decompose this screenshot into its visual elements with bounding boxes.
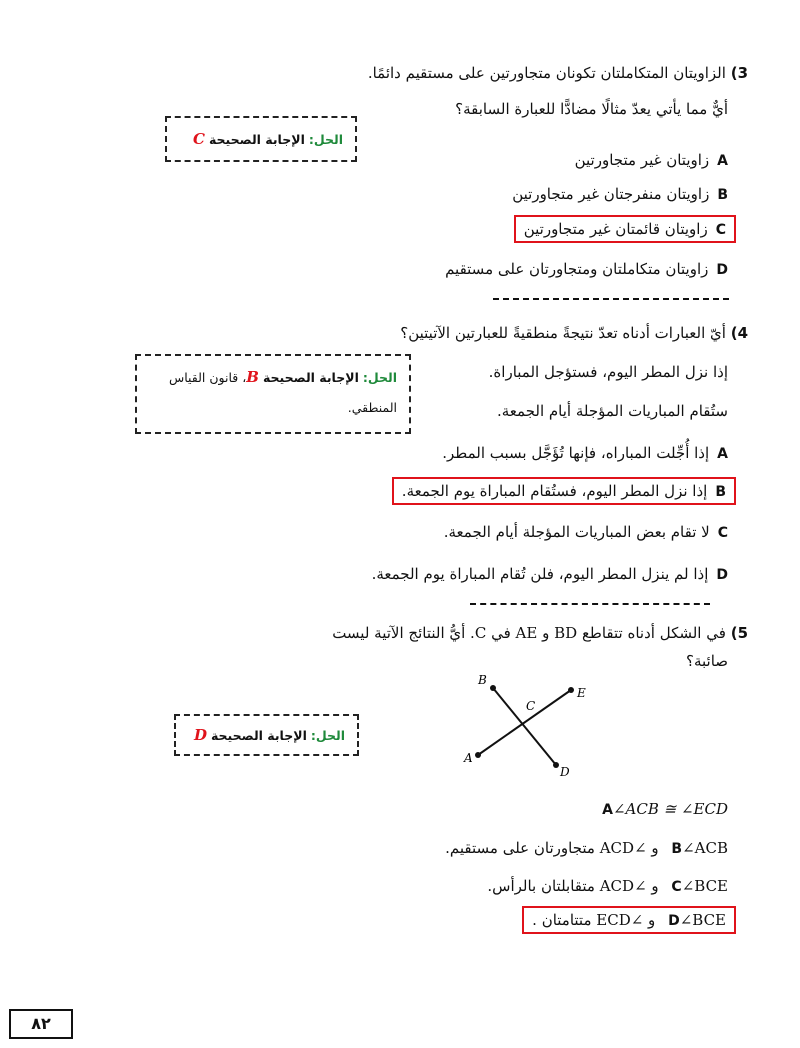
q5-option-c[interactable]: C∠BCE و ∠ACD متقابلتان بالرأس. (487, 877, 728, 895)
q4-question-text: أيّ العبارات أدناه تعدّ نتيجةً منطقيةً للعبارتين الآتيتين؟ (400, 324, 726, 342)
q3-solution-box (165, 116, 357, 162)
label-b: B (478, 673, 487, 687)
q5-question-text: في الشكل أدناه تتقاطع BD و AE في C. أيُّ النتائج الآتية ليست (332, 624, 726, 642)
label-a: A (464, 751, 473, 765)
solution-label: الحل: (308, 132, 343, 147)
solution-answer: الإجابة الصحيحة (262, 370, 359, 385)
label-c: C (526, 699, 536, 713)
q4-option-a[interactable]: Aإذا أُجِّلت المباراه، فإنها تُؤَجَّل بسبب المطر. (442, 444, 728, 462)
point-b (490, 685, 496, 691)
solution-label: الحل: (362, 370, 397, 385)
point-d (553, 762, 559, 768)
q3-option-a[interactable]: Aزاويتان غير متجاورتين (574, 151, 728, 169)
solution-letter: B (246, 368, 259, 386)
separator (493, 298, 729, 300)
q4-option-d[interactable]: Dإذا لم ينزل المطر اليوم، فلن تُقام المباراة يوم الجمعة. (371, 565, 728, 583)
intersecting-lines-figure (450, 670, 590, 785)
solution-answer: الإجابة الصحيحة (208, 132, 305, 147)
point-a (475, 752, 481, 758)
q5-question-line2: صائبة؟ (685, 652, 728, 670)
line-ae (478, 690, 571, 755)
q3-statement (368, 64, 748, 82)
q4-question (400, 324, 748, 342)
solution-letter: D (193, 726, 207, 744)
q3-option-c[interactable]: Cزاويتان قائمتان غير متجاورتين (514, 215, 736, 243)
q4-option-c[interactable]: Cلا تقام بعض المباريات المؤجلة أيام الجمعة. (443, 523, 728, 541)
solution-letter: C (193, 130, 205, 148)
q4-premise-2: ستُقام المباريات المؤجلة أيام الجمعة. (496, 402, 728, 420)
q5-solution-box (174, 714, 359, 756)
q3-number: 3) (730, 64, 748, 82)
q3-question: أيٌّ مما يأتي يعدّ مثالًا مضادًّا للعبارة السابقة؟ (455, 100, 728, 118)
q5-option-b[interactable]: B∠ACB و ∠ACD متجاورتان على مستقيم. (445, 839, 728, 857)
solution-note: ، قانون القياس المنطقي. (168, 370, 397, 415)
page-number: ٨٢ (9, 1009, 73, 1039)
q3-statement-text: الزاويتان المتكاملتان تكونان متجاورتين على مستقيم دائمًا. (367, 64, 726, 82)
q4-solution-box (135, 354, 411, 434)
q4-premise-1: إذا نزل المطر اليوم، فستؤجل المباراة. (488, 363, 728, 381)
q3-option-b[interactable]: Bزاويتان منفرجتان غير متجاورتين (512, 185, 728, 203)
q4-option-b[interactable]: Bإذا نزل المطر اليوم، فستُقام المباراة يوم الجمعة. (392, 477, 736, 505)
label-e: E (577, 686, 586, 700)
separator (470, 603, 710, 605)
line-bd (493, 688, 556, 765)
solution-label: الحل: (310, 728, 345, 743)
q3-option-d[interactable]: Dزاويتان متكاملتان ومتجاورتان على مستقيم (445, 260, 728, 278)
label-d: D (560, 765, 570, 779)
solution-answer: الإجابة الصحيحة (210, 728, 307, 743)
q5-option-a[interactable]: A∠ACB ≅ ∠ECD (602, 800, 728, 818)
q5-number: 5) (730, 624, 748, 642)
q5-option-d[interactable]: D∠BCE و ∠ECD متتامتان . (522, 906, 736, 934)
q5-question (332, 624, 748, 642)
q4-number: 4) (730, 324, 748, 342)
point-e (568, 687, 574, 693)
